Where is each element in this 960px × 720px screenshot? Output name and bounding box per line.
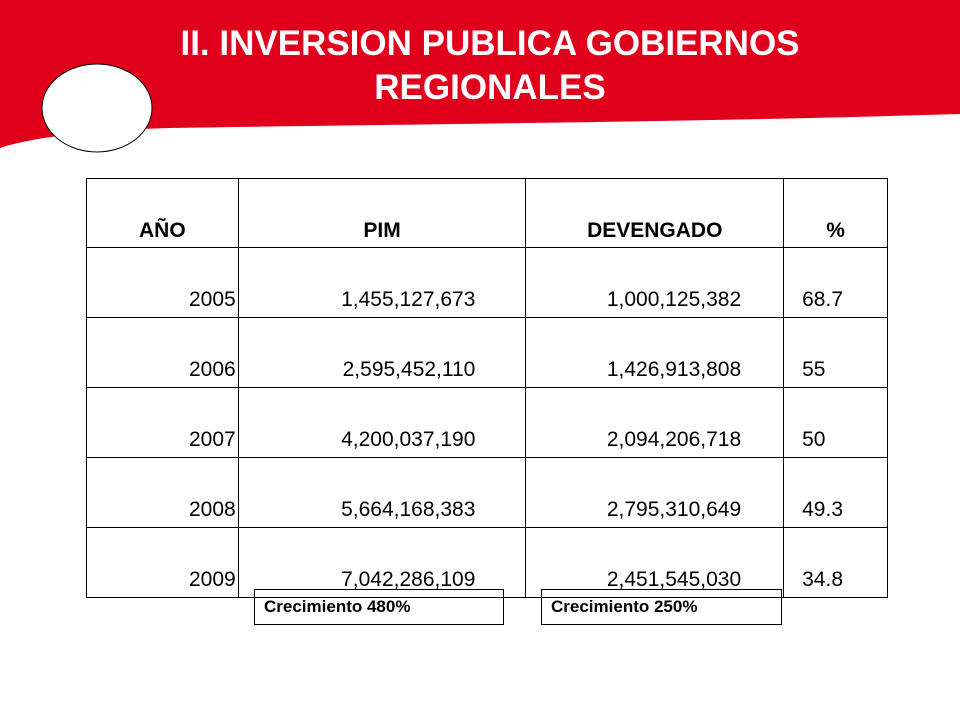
cell-devengado: 2,094,206,718 — [526, 388, 784, 458]
slide-title-line-1: II. INVERSION PUBLICA GOBIERNOS — [180, 24, 800, 63]
table-row — [87, 458, 888, 528]
cell-year: 2005 — [87, 248, 239, 318]
header-percent: % — [784, 179, 888, 248]
cell-pim: 5,664,168,383 — [238, 458, 526, 528]
cell-devengado: 2,451,545,030 — [526, 528, 784, 598]
cell-pim: 4,200,037,190 — [238, 388, 526, 458]
investment-table — [86, 178, 888, 598]
table-row — [87, 248, 888, 318]
cell-percent: 34.8 — [784, 528, 888, 598]
header-devengado: DEVENGADO — [526, 179, 784, 248]
cell-year: 2007 — [87, 388, 239, 458]
cell-year: 2008 — [87, 458, 239, 528]
cell-year: 2009 — [87, 528, 239, 598]
pim-growth-note: Crecimiento 480% — [254, 589, 504, 625]
table-row — [87, 318, 888, 388]
cell-percent: 50 — [784, 388, 888, 458]
cell-devengado: 1,000,125,382 — [526, 248, 784, 318]
header-pim: PIM — [238, 179, 526, 248]
devengado-growth-note: Crecimiento 250% — [541, 589, 782, 625]
cell-percent: 68.7 — [784, 248, 888, 318]
slide-title-line-2: REGIONALES — [374, 68, 606, 107]
header-year: AÑO — [87, 179, 239, 248]
cell-devengado: 2,795,310,649 — [526, 458, 784, 528]
cell-pim: 7,042,286,109 — [238, 528, 526, 598]
cell-percent: 55 — [784, 318, 888, 388]
table-row — [87, 388, 888, 458]
cell-pim: 2,595,452,110 — [238, 318, 526, 388]
table-header-row — [87, 179, 888, 248]
logo-placeholder-oval — [42, 64, 152, 152]
table-row — [87, 528, 888, 598]
cell-percent: 49.3 — [784, 458, 888, 528]
cell-pim: 1,455,127,673 — [238, 248, 526, 318]
cell-devengado: 1,426,913,808 — [526, 318, 784, 388]
slide-title — [140, 22, 840, 110]
cell-year: 2006 — [87, 318, 239, 388]
